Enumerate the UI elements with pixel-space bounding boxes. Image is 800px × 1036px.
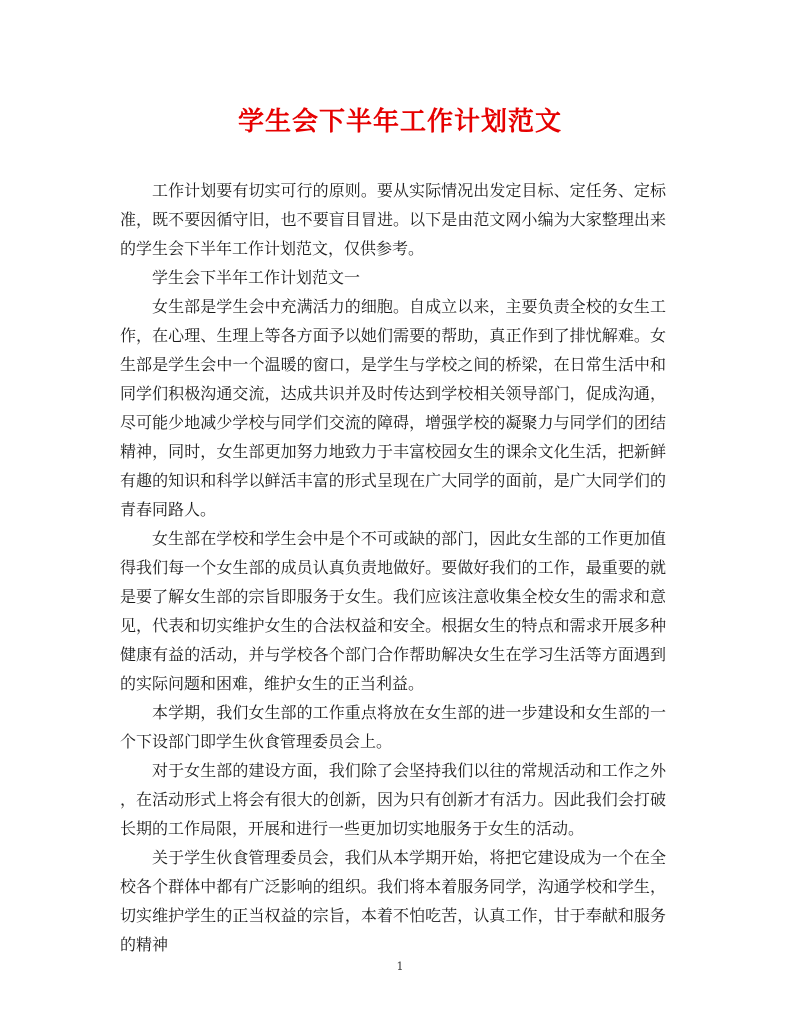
paragraph-section-heading: 学生会下半年工作计划范文一 xyxy=(152,268,361,287)
paragraph-intro: 工作计划要有切实可行的原则。要从实际情况出发定目标、定任务、定标准，既不要因循守旧，也不要盲目冒进。以下是由范文网小编为大家整理出来的学生会下半年工作计划范文，仅供参考。 xyxy=(120,181,666,258)
paragraph-dept-building: 对于女生部的建设方面，我们除了会坚持我们以往的常规活动和工作之外，在活动形式上将会有很大的创新，因为只有创新才有活力。因此我们会打破长期的工作局限，开展和进行一些更加切实地服务于女生的活动。 xyxy=(120,761,666,838)
paragraph-girls-dept-intro: 女生部是学生会中充满活力的细胞。自成立以来，主要负责全校的女生工作，在心理、生理上等各方面予以她们需要的帮助，真正作到了排忧解难。女生部是学生会中一个温暖的窗口，是学生与学校之间的桥梁，在日常生活中和同学们积极沟通交流，达成共识并及时传达到学校相关领导部门，促成沟通，尽可能少地减少学校与同学们交流的障碍，增强学校的凝聚力与同学们的团结精神，同时，女生部更加努力地致力于丰富校园女生的课余文化生活，把新鲜有趣的知识和科学以鲜活丰富的形式呈现在广大同学的面前，是广大同学们的青春同路人。 xyxy=(120,297,666,519)
paragraph-semester-focus: 本学期，我们女生部的工作重点将放在女生部的进一步建设和女生部的一个下设部门即学生伙食管理委员会上。 xyxy=(120,703,666,751)
document-body xyxy=(120,176,666,959)
paragraph-food-committee: 关于学生伙食管理委员会，我们从本学期开始，将把它建设成为一个在全校各个群体中都有广泛影响的组织。我们将本着服务同学，沟通学校和学生，切实维护学生的正当权益的宗旨，本着不怕吃苦，认真工作，甘于奉献和服务的精神 xyxy=(120,848,666,954)
paragraph-girls-dept-purpose: 女生部在学校和学生会中是个不可或缺的部门，因此女生部的工作更加值得我们每一个女生部的成员认真负责地做好。要做好我们的工作，最重要的就是要了解女生部的宗旨即服务于女生。我们应该注意收集全校女生的需求和意见，代表和切实维护女生的合法权益和安全。根据女生的特点和需求开展多种健康有益的活动，并与学校各个部门合作帮助解决女生在学习生活等方面遇到的实际问题和困难，维护女生的正当利益。 xyxy=(120,529,666,693)
document-title: 学生会下半年工作计划范文 xyxy=(237,107,562,137)
page-number: 1 xyxy=(396,960,404,973)
